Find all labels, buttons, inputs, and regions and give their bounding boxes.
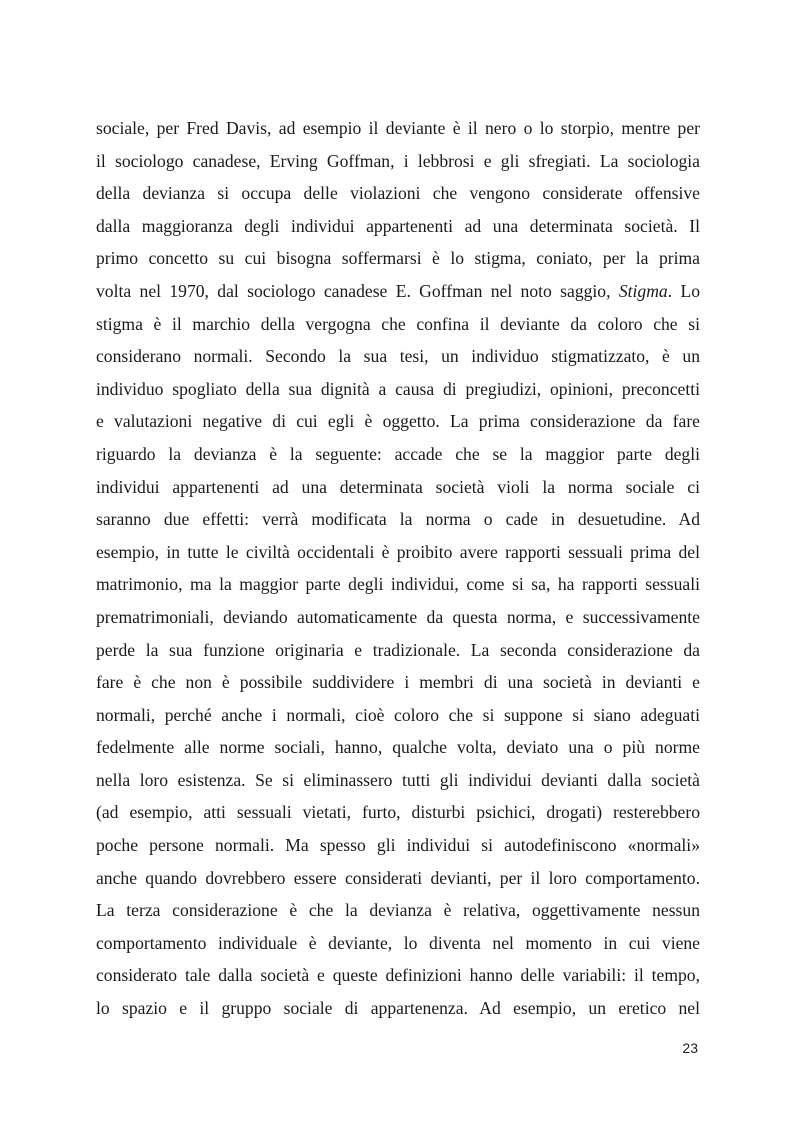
text-line: considerato tale dalla società e queste definizioni hanno delle variabili: il tempo, [96,965,700,986]
text-line: perde la sua funzione originaria e tradizionale. La seconda considerazione da [96,639,700,660]
text-line: fedelmente alle norme sociali, hanno, qualche volta, deviato una o più norme [96,737,700,758]
text-line: e valutazioni negative di cui egli è oggetto. La prima considerazione da fare [96,411,700,432]
text-line: lo spazio e il gruppo sociale di appartenenza. Ad esempio, un eretico nel [96,998,700,1019]
text-line: esempio, in tutte le civiltà occidentali è proibito avere rapporti sessuali prima del [96,541,700,562]
text-line: prematrimoniali, deviando automaticamente da questa norma, e successivamente [96,606,700,627]
text-line: fare è che non è possibile suddividere i membri di una società in devianti e [96,672,700,693]
text-line: riguardo la devianza è la seguente: accade che se la maggior parte degli [96,443,700,464]
text-line: normali, perché anche i normali, cioè coloro che si suppone si siano adeguati [96,704,700,725]
text-line: primo concetto su cui bisogna soffermarsi è lo stigma, coniato, per la prima [96,248,700,269]
text-line: considerano normali. Secondo la sua tesi, un individuo stigmatizzato, è un [96,346,700,367]
text-line: comportamento individuale è deviante, lo diventa nel momento in cui viene [96,932,700,953]
text-line: dalla maggioranza degli individui appartenenti ad una determinata società. Il [96,215,700,236]
text-line: stigma è il marchio della vergogna che confina il deviante da coloro che si [96,313,700,334]
text-line: matrimonio, ma la maggior parte degli individui, come si sa, ha rapporti sessuali [96,574,700,595]
text-line: poche persone normali. Ma spesso gli individui si autodefiniscono «normali» [96,835,700,856]
text-run: volta nel 1970, dal sociologo canadese E. Goffman nel noto saggio, [96,280,619,301]
page-number: 23 [682,1040,698,1056]
text-run: . Lo [667,280,700,301]
text-line [96,275,700,308]
text-line: il sociologo canadese, Erving Goffman, i lebbrosi e gli sfregiati. La sociologia [96,150,700,171]
text-line: della devianza si occupa delle violazioni che vengono considerate offensive [96,183,700,204]
text-line: La terza considerazione è che la devianza è relativa, oggettivamente nessun [96,900,700,921]
text-line: individuo spogliato della sua dignità a causa di pregiudizi, opinioni, preconcetti [96,378,700,399]
text-line: sociale, per Fred Davis, ad esempio il deviante è il nero o lo storpio, mentre per [96,118,700,138]
text-line: anche quando dovrebbero essere considerati devianti, per il loro comportamento. [96,867,700,888]
book-title-italic: Stigma [618,280,668,301]
text-line: saranno due effetti: verrà modificata la norma o cade in desuetudine. Ad [96,509,700,530]
text-line: individui appartenenti ad una determinata società violi la norma sociale ci [96,476,700,497]
text-line: nella loro esistenza. Se si eliminassero tutti gli individui devianti dalla società [96,769,700,790]
body-paragraph [96,112,700,1025]
text-line: (ad esempio, atti sessuali vietati, furto, disturbi psichici, drogati) resterebbero [96,802,700,823]
